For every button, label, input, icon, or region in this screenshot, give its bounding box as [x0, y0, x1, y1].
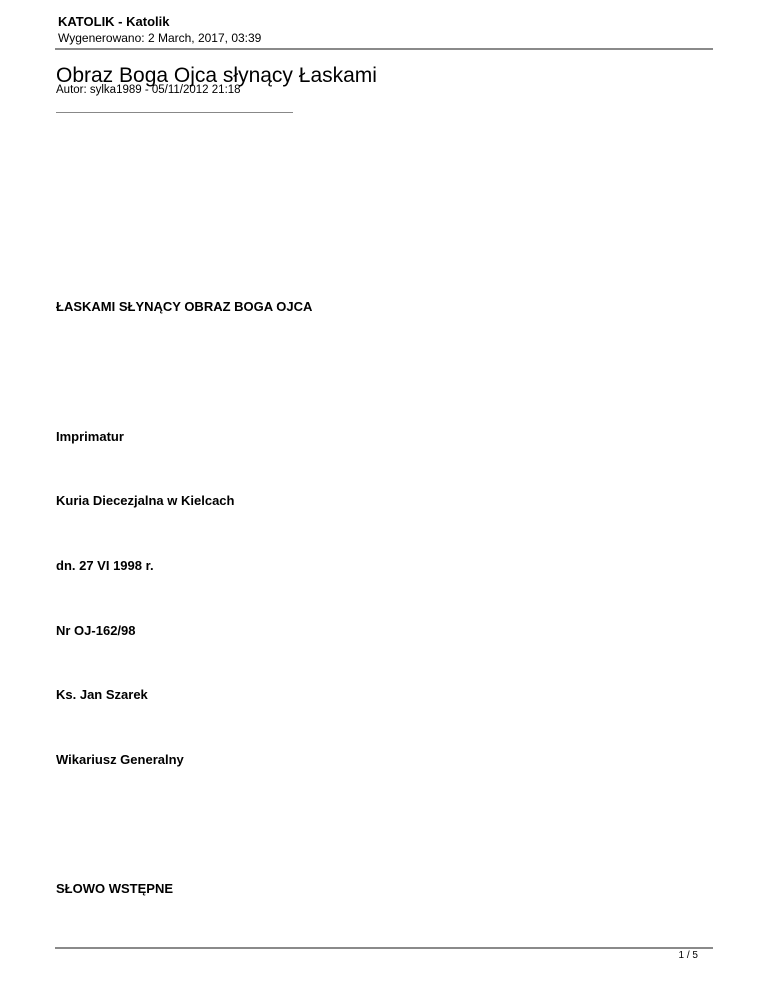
paragraph-imprimatur: Imprimatur: [56, 429, 124, 444]
paragraph-number: Nr OJ-162/98: [56, 623, 136, 638]
paragraph-curia: Kuria Diecezjalna w Kielcach: [56, 493, 235, 508]
paragraph-vicar: Wikariusz Generalny: [56, 752, 184, 767]
site-title: KATOLIK - Katolik: [58, 14, 170, 29]
paragraph-date: dn. 27 VI 1998 r.: [56, 558, 154, 573]
generated-date: Wygenerowano: 2 March, 2017, 03:39: [58, 31, 262, 45]
paragraph-foreword-heading: SŁOWO WSTĘPNE: [56, 881, 173, 896]
page-number: 1 / 5: [678, 950, 698, 961]
header-divider: [55, 48, 713, 50]
article-title: Obraz Boga Ojca słynący Łaskami: [56, 64, 377, 87]
footer-divider: [55, 947, 713, 949]
article-meta: Autor: sylka1989 - 05/11/2012 21:18: [56, 84, 241, 96]
paragraph-heading: ŁASKAMI SŁYNĄCY OBRAZ BOGA OJCA: [56, 299, 313, 314]
title-underline: [56, 112, 293, 113]
paragraph-priest: Ks. Jan Szarek: [56, 687, 148, 702]
